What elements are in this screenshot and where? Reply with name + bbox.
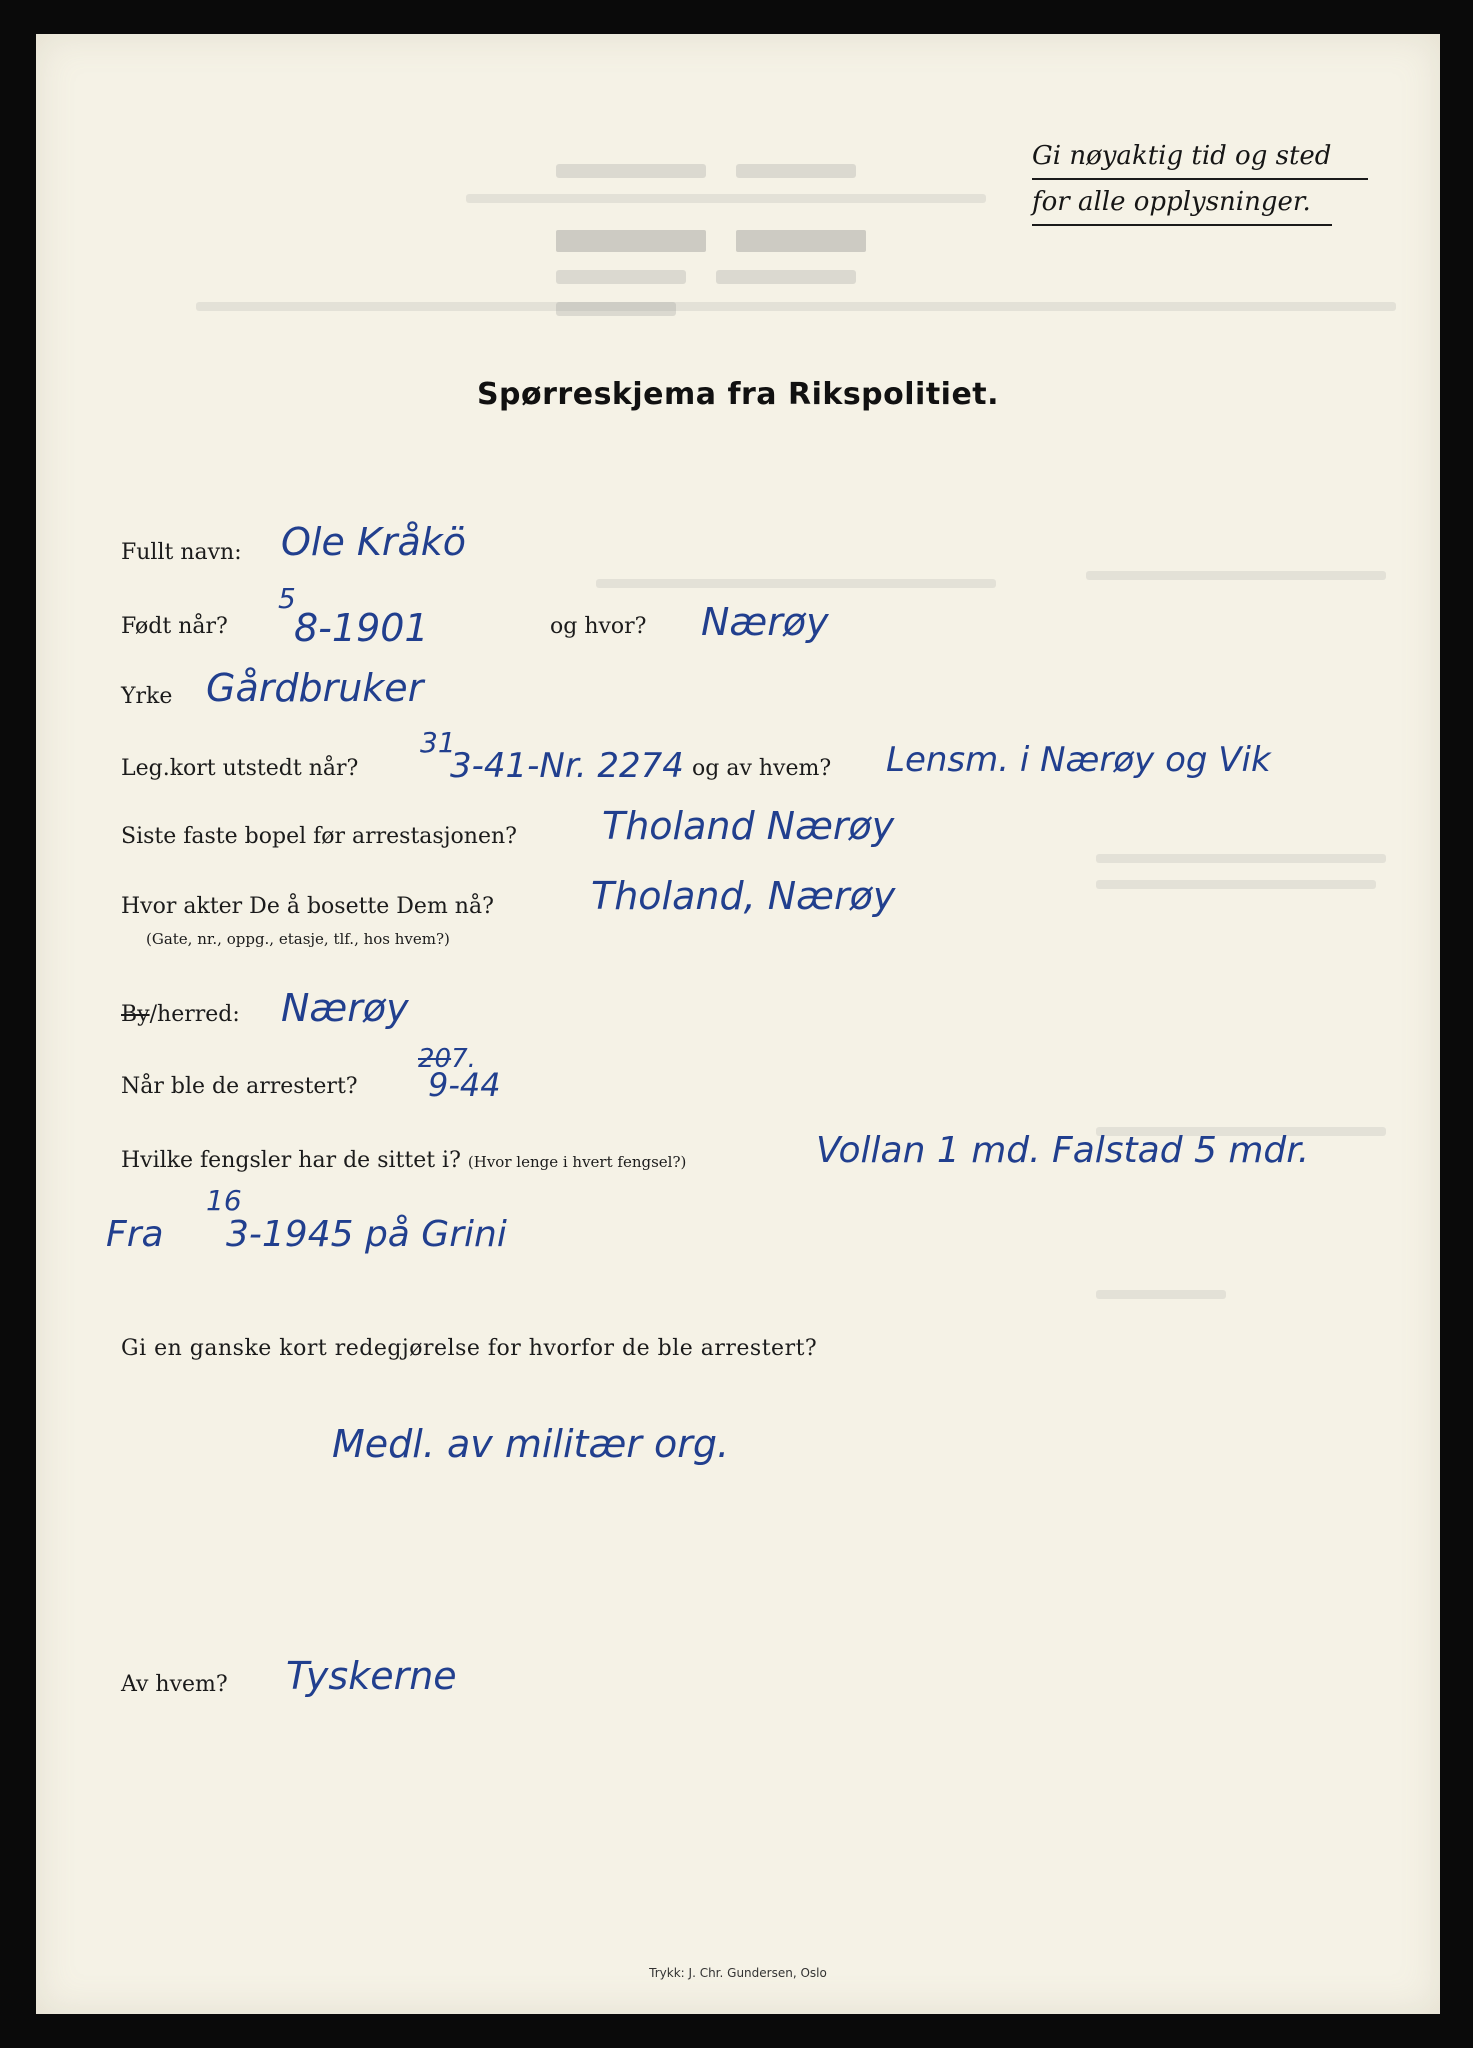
id-card-by-value: Lensm. i Nærøy og Vik <box>886 740 1271 780</box>
future-residence-label: Hvor akter De å bosette Dem nå? <box>121 894 494 919</box>
born-where-label: og hvor? <box>550 614 647 639</box>
bleed-through <box>196 302 1396 311</box>
prisons-value-from: Fra <box>106 1214 164 1255</box>
arrested-day-struck: 20 <box>418 1044 452 1074</box>
bleed-through <box>556 164 706 178</box>
notice-line-2: for alle opplysninger. <box>1032 180 1332 226</box>
by-whom-label: Av hvem? <box>121 1672 228 1697</box>
future-residence-value: Tholand, Nærøy <box>591 874 896 918</box>
born-where-value: Nærøy <box>701 600 829 644</box>
bleed-through <box>1086 571 1386 580</box>
prisons-label <box>121 1148 686 1173</box>
notice-line-1: Gi nøyaktig tid og sted <box>1032 134 1368 180</box>
municipality-label-text: /herred: <box>149 1002 240 1027</box>
prisons-value-line-2: 3-1945 på Grini <box>226 1214 507 1255</box>
bleed-through <box>1096 880 1376 889</box>
arrested-when-label: Når ble de arrestert? <box>121 1074 358 1099</box>
municipality-label <box>121 1002 240 1027</box>
arrested-day-text: 7. <box>451 1044 476 1074</box>
prisons-day: 16 <box>206 1184 242 1217</box>
id-card-day: 31 <box>420 726 456 759</box>
full-name-value: Ole Kråkö <box>281 520 467 564</box>
last-residence-value: Tholand Nærøy <box>602 804 895 848</box>
reason-label: Gi en ganske kort redegjørelse for hvorfor de ble arrestert? <box>121 1336 818 1361</box>
future-residence-hint: (Gate, nr., oppg., etasje, tlf., hos hvem?) <box>146 930 450 948</box>
prisons-hint: (Hvor lenge i hvert fengsel?) <box>467 1153 687 1171</box>
occupation-label: Yrke <box>121 684 173 709</box>
id-card-when-label: Leg.kort utstedt når? <box>121 756 359 781</box>
born-when-label: Født når? <box>121 614 228 639</box>
last-residence-label: Siste faste bopel før arrestasjonen? <box>121 824 517 849</box>
born-when-value: 8-1901 <box>294 606 429 650</box>
bleed-through <box>596 579 996 588</box>
full-name-label: Fullt navn: <box>121 540 242 565</box>
prisons-label-text: Hvilke fengsler har de sittet i? <box>121 1148 461 1173</box>
occupation-value: Gårdbruker <box>206 666 424 710</box>
bleed-through <box>736 164 856 178</box>
reason-value: Medl. av militær org. <box>332 1422 730 1466</box>
bleed-through <box>1096 1290 1226 1299</box>
bleed-through <box>466 194 986 203</box>
bleed-through <box>556 230 706 252</box>
bleed-through <box>556 270 686 284</box>
id-card-when-value: 3-41-Nr. 2274 <box>450 746 684 786</box>
printer-imprint: Trykk: J. Chr. Gundersen, Oslo <box>649 1966 827 1980</box>
by-whom-value: Tyskerne <box>286 1654 457 1698</box>
bleed-through <box>736 230 866 252</box>
id-card-by-label: og av hvem? <box>692 756 832 781</box>
bleed-through <box>716 270 856 284</box>
municipality-label-struck: By <box>121 1002 150 1027</box>
born-day: 5 <box>278 582 296 615</box>
prisons-value-line-1: Vollan 1 md. Falstad 5 mdr. <box>816 1130 1310 1171</box>
bleed-through <box>1096 854 1386 863</box>
municipality-value: Nærøy <box>281 986 409 1030</box>
form-title: Spørreskjema fra Rikspolitiet. <box>476 377 1000 412</box>
instruction-notice <box>1032 134 1368 226</box>
arrested-when-value: 9-44 <box>428 1066 501 1104</box>
form-page <box>36 34 1440 2014</box>
